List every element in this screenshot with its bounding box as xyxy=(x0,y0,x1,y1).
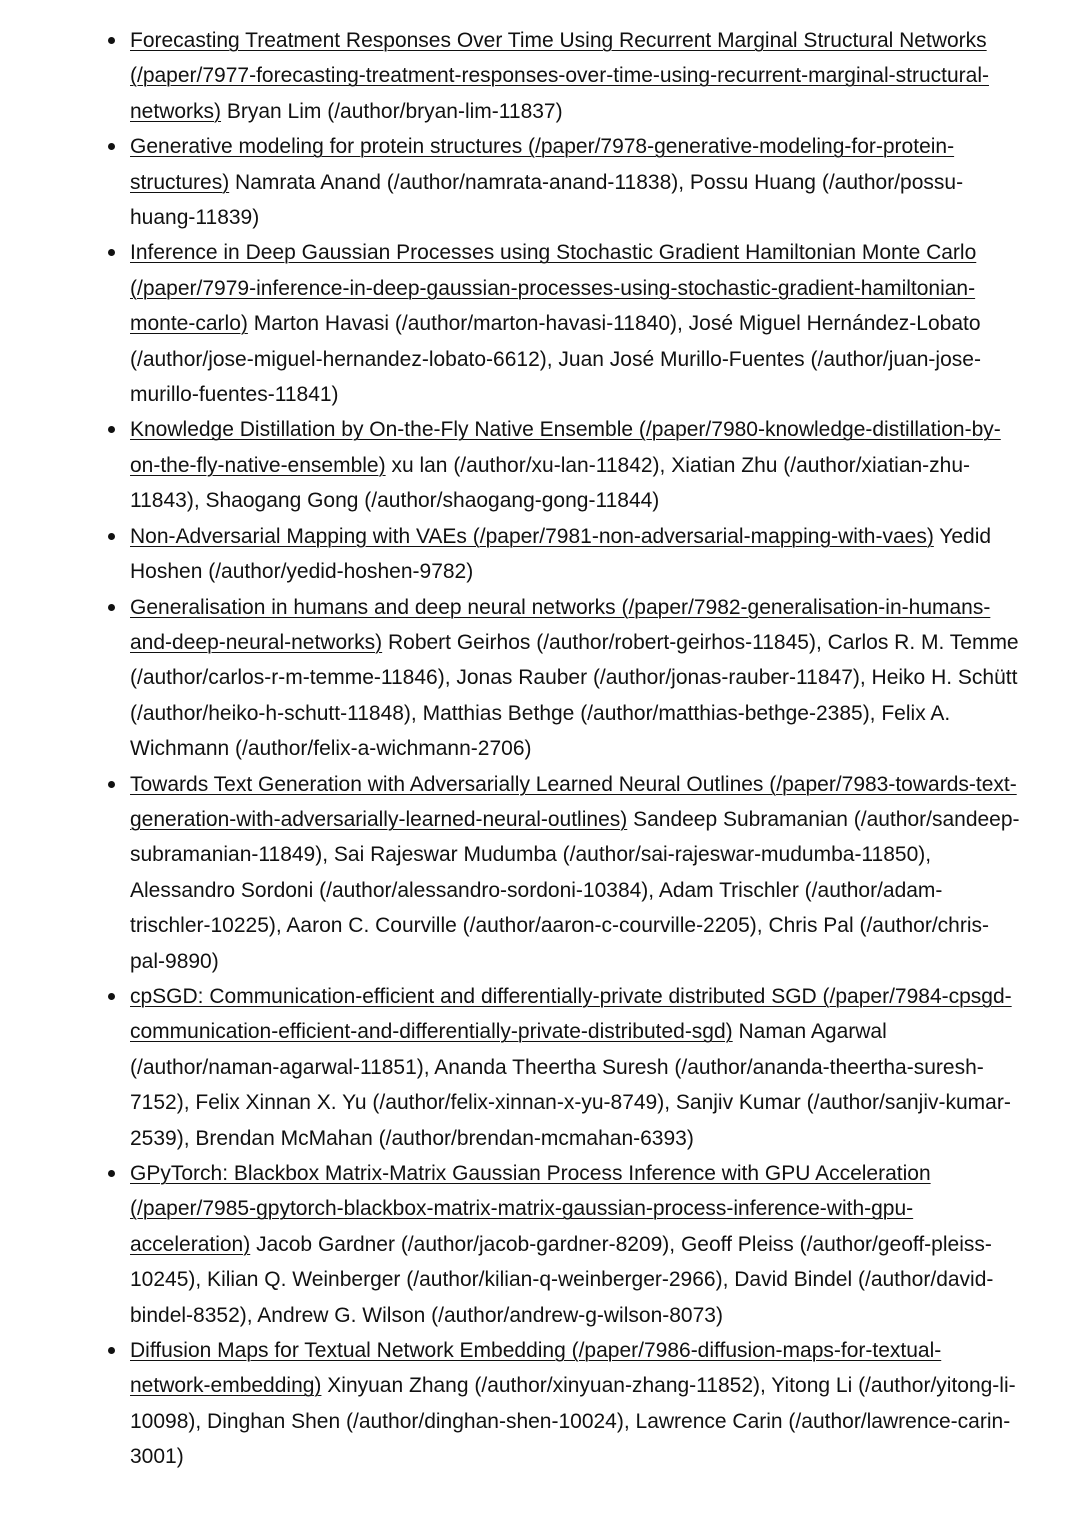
paper-title-link[interactable]: Generalisation in humans and deep neural networks (/paper/7982-generalisation-in-humans-and-deep-neural-networks) xyxy=(130,595,991,654)
paper-list xyxy=(130,23,1020,1475)
bullet-icon xyxy=(108,426,115,433)
bullet-icon xyxy=(108,1347,115,1354)
bullet-icon xyxy=(108,533,115,540)
paper-authors: Sandeep Subramanian (/author/sandeep-subramanian-11849), Sai Rajeswar Mudumba (/author/sai-rajeswar-mudumba-11850), Alessandro Sordoni (/author/alessandro-sordoni-10384), Adam Trischler (/author/adam-trischler-10225), Aaron C. Courville (/author/aaron-c-courville-2205), Chris Pal (/author/chris-pal-9890) xyxy=(130,807,1020,973)
paper-authors: Marton Havasi (/author/marton-havasi-11840), José Miguel Hernández-Lobato (/author/jose-miguel-hernandez-lobato-6612), Juan José Murillo-Fuentes (/author/juan-jose-murillo-fuentes-11841) xyxy=(130,312,981,407)
paper-authors: Naman Agarwal (/author/naman-agarwal-11851), Ananda Theertha Suresh (/author/ananda-theertha-suresh-7152), Felix Xinnan X. Yu (/author/felix-xinnan-x-yu-8749), Sanjiv Kumar (/author/sanjiv-kumar-2539), Brendan McMahan (/author/brendan-mcmahan-6393) xyxy=(130,1020,1011,1150)
paper-list-item xyxy=(130,767,1020,979)
paper-title-link[interactable]: Forecasting Treatment Responses Over Time Using Recurrent Marginal Structural Networks (/paper/7977-forecasting-treatment-responses-over-time-using-recurrent-marginal-structural-networks) xyxy=(130,29,989,123)
paper-list-item xyxy=(130,235,1020,412)
paper-authors: Robert Geirhos (/author/robert-geirhos-11845), Carlos R. M. Temme (/author/carlos-r-m-temme-11846), Jonas Rauber (/author/jonas-rauber-11847), Heiko H. Schütt (/author/heiko-h-schutt-11848), Matthias Bethge (/author/matthias-bethge-2385), Felix A. Wichmann (/author/felix-a-wichmann-2706) xyxy=(130,630,1019,761)
paper-list-item xyxy=(130,23,1020,129)
paper-list-item xyxy=(130,519,1020,590)
bullet-icon xyxy=(108,249,115,256)
paper-title-link[interactable]: Non-Adversarial Mapping with VAEs (/paper/7981-non-adversarial-mapping-with-vaes) xyxy=(130,524,934,548)
bullet-icon xyxy=(108,781,115,788)
paper-title-link[interactable]: cpSGD: Communication-efficient and differentially-private distributed SGD (/paper/7984-cpsgd-communication-efficient-and-differentially-private-distributed-sgd) xyxy=(130,984,1012,1044)
paper-authors: Xinyuan Zhang (/author/xinyuan-zhang-11852), Yitong Li (/author/yitong-li-10098), Dinghan Shen (/author/dinghan-shen-10024), Lawrence Carin (/author/lawrence-carin-3001) xyxy=(130,1374,1016,1469)
bullet-icon xyxy=(108,143,115,150)
paper-title-link[interactable]: Generative modeling for protein structures (/paper/7978-generative-modeling-for-protein-structures) xyxy=(130,135,955,194)
paper-authors: Jacob Gardner (/author/jacob-gardner-8209), Geoff Pleiss (/author/geoff-pleiss-10245), Kilian Q. Weinberger (/author/kilian-q-weinberger-2966), David Bindel (/author/david-bindel-8352), Andrew G. Wilson (/author/andrew-g-wilson-8073) xyxy=(130,1232,994,1327)
bullet-icon xyxy=(108,37,115,44)
paper-title-link[interactable]: Inference in Deep Gaussian Processes using Stochastic Gradient Hamiltonian Monte Carlo (/paper/7979-inference-in-deep-gaussian-processes-using-stochastic-gradient-hamiltonian-monte-carlo) xyxy=(130,241,977,336)
bullet-icon xyxy=(108,993,115,1000)
paper-authors: Namrata Anand (/author/namrata-anand-11838), Possu Huang (/author/possu-huang-11839) xyxy=(130,170,964,230)
paper-authors: Bryan Lim (/author/bryan-lim-11837) xyxy=(221,99,563,123)
paper-list-item xyxy=(130,1333,1020,1475)
paper-list-item xyxy=(130,412,1020,518)
paper-title-link[interactable]: Diffusion Maps for Textual Network Embedding (/paper/7986-diffusion-maps-for-textual-network-embedding) xyxy=(130,1339,942,1398)
paper-list-item xyxy=(130,129,1020,235)
paper-title-link[interactable]: Towards Text Generation with Adversarially Learned Neural Outlines (/paper/7983-towards-text-generation-with-adversarially-learned-neural-outlines) xyxy=(130,772,1017,831)
paper-title-link[interactable]: Knowledge Distillation by On-the-Fly Native Ensemble (/paper/7980-knowledge-distillation-by-on-the-fly-native-ensemble) xyxy=(130,418,1001,477)
paper-list-item xyxy=(130,1156,1020,1333)
paper-list-item xyxy=(130,590,1020,767)
bullet-icon xyxy=(108,604,115,611)
paper-list-item xyxy=(130,979,1020,1156)
paper-authors: Yedid Hoshen (/author/yedid-hoshen-9782) xyxy=(130,524,992,584)
bullet-icon xyxy=(108,1170,115,1177)
paper-authors: xu lan (/author/xu-lan-11842), Xiatian Zhu (/author/xiatian-zhu-11843), Shaogang Gong (/author/shaogang-gong-11844) xyxy=(130,453,971,513)
paper-title-link[interactable]: GPyTorch: Blackbox Matrix-Matrix Gaussian Process Inference with GPU Acceleration (/paper/7985-gpytorch-blackbox-matrix-matrix-gaussian-process-inference-with-gpu-acceleration) xyxy=(130,1162,931,1256)
